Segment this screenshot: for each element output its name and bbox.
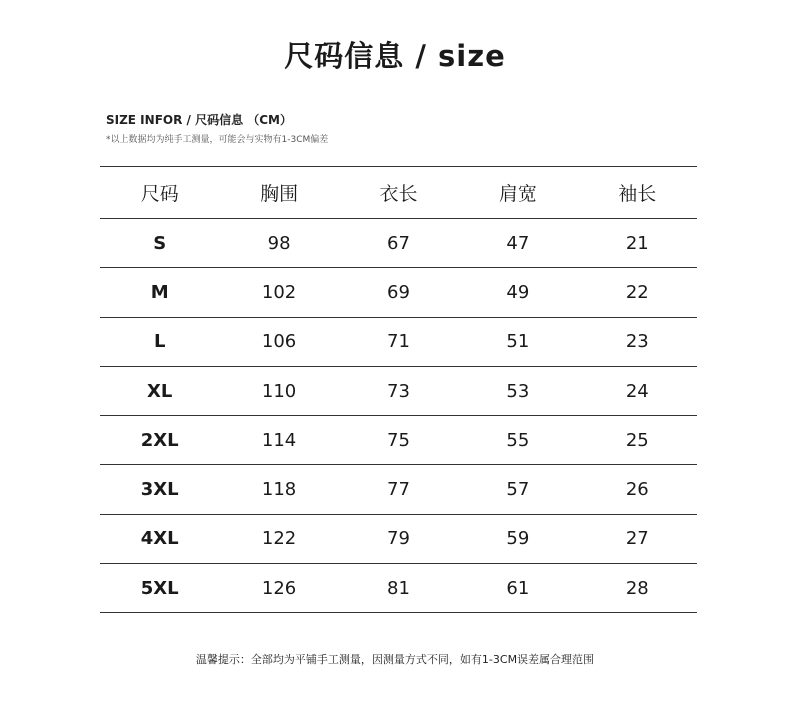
sleeve-cell: 23 bbox=[578, 317, 697, 366]
header-length: 衣长 bbox=[339, 167, 458, 219]
table-row bbox=[100, 219, 697, 268]
size-cell: 2XL bbox=[100, 416, 219, 465]
size-cell: 3XL bbox=[100, 465, 219, 514]
sleeve-cell: 21 bbox=[578, 219, 697, 268]
header-shoulder: 肩宽 bbox=[458, 167, 577, 219]
chest-cell: 114 bbox=[219, 416, 338, 465]
table-row bbox=[100, 564, 697, 613]
shoulder-cell: 47 bbox=[458, 219, 577, 268]
chest-cell: 102 bbox=[219, 268, 338, 317]
chest-cell: 98 bbox=[219, 219, 338, 268]
sleeve-cell: 26 bbox=[578, 465, 697, 514]
chest-cell: 118 bbox=[219, 465, 338, 514]
shoulder-cell: 57 bbox=[458, 465, 577, 514]
chest-cell: 126 bbox=[219, 564, 338, 613]
length-cell: 79 bbox=[339, 514, 458, 563]
length-cell: 75 bbox=[339, 416, 458, 465]
size-cell: XL bbox=[100, 366, 219, 415]
table-row bbox=[100, 465, 697, 514]
header-chest: 胸围 bbox=[219, 167, 338, 219]
chest-cell: 110 bbox=[219, 366, 338, 415]
chest-cell: 106 bbox=[219, 317, 338, 366]
sleeve-cell: 22 bbox=[578, 268, 697, 317]
size-table bbox=[100, 166, 697, 613]
sleeve-cell: 25 bbox=[578, 416, 697, 465]
size-cell: M bbox=[100, 268, 219, 317]
table-row bbox=[100, 366, 697, 415]
length-cell: 67 bbox=[339, 219, 458, 268]
footer-note: 温馨提示：全部均为平铺手工测量，因测量方式不同，如有1-3CM误差属合理范围 bbox=[195, 653, 595, 666]
table-header-row bbox=[100, 167, 697, 219]
chest-cell: 122 bbox=[219, 514, 338, 563]
length-cell: 69 bbox=[339, 268, 458, 317]
measurement-note: *以上数据均为纯手工测量，可能会与实物有1-3CM偏差 bbox=[106, 135, 329, 145]
table-row bbox=[100, 317, 697, 366]
shoulder-cell: 51 bbox=[458, 317, 577, 366]
shoulder-cell: 59 bbox=[458, 514, 577, 563]
sleeve-cell: 24 bbox=[578, 366, 697, 415]
sleeve-cell: 27 bbox=[578, 514, 697, 563]
size-cell: 5XL bbox=[100, 564, 219, 613]
shoulder-cell: 55 bbox=[458, 416, 577, 465]
length-cell: 73 bbox=[339, 366, 458, 415]
table-row bbox=[100, 416, 697, 465]
shoulder-cell: 53 bbox=[458, 366, 577, 415]
table-row bbox=[100, 268, 697, 317]
shoulder-cell: 49 bbox=[458, 268, 577, 317]
size-info-heading: SIZE INFOR / 尺码信息 （CM） bbox=[106, 113, 292, 127]
page-title: 尺码信息 / size bbox=[284, 39, 506, 73]
length-cell: 77 bbox=[339, 465, 458, 514]
header-size: 尺码 bbox=[100, 167, 219, 219]
shoulder-cell: 61 bbox=[458, 564, 577, 613]
size-cell: S bbox=[100, 219, 219, 268]
length-cell: 71 bbox=[339, 317, 458, 366]
table-row bbox=[100, 514, 697, 563]
size-cell: 4XL bbox=[100, 514, 219, 563]
length-cell: 81 bbox=[339, 564, 458, 613]
sleeve-cell: 28 bbox=[578, 564, 697, 613]
size-cell: L bbox=[100, 317, 219, 366]
header-sleeve: 袖长 bbox=[578, 167, 697, 219]
